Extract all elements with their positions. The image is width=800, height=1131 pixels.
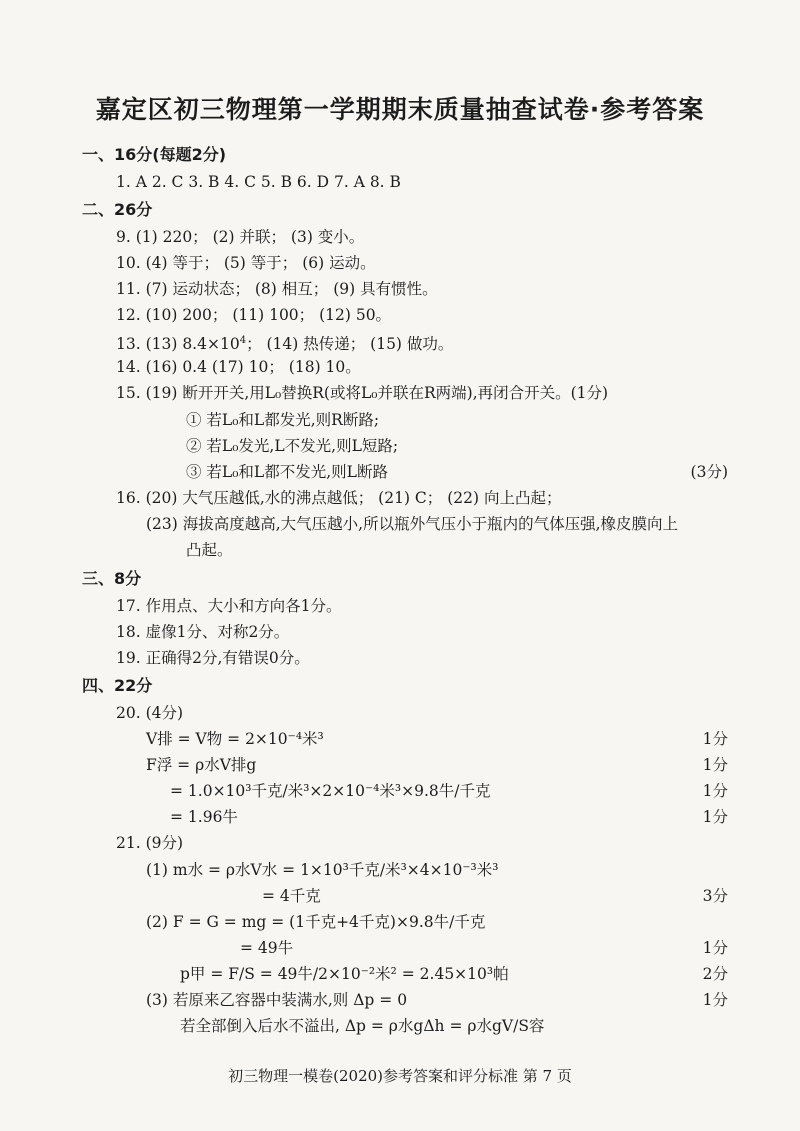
q21-step-7: 若全部倒入后水不溢出, Δp = ρ水gΔh = ρ水gV/S容 [180,1017,545,1035]
section-2-heading: 二、26分 [82,200,153,219]
answer-q13-part-b: ； (14) 热传递； (15) 做功。 [246,335,454,354]
q20-step-4: = 1.96牛 [170,808,238,826]
section-4-heading: 四、22分 [82,676,153,695]
q21-step-4: = 49牛 [240,939,294,957]
answer-q13-part-a: 13. (13) 8.4×10 [116,335,240,354]
q20-step-2: F浮 = ρ水V排g [146,756,257,774]
answer-q10: 10. (4) 等于； (5) 等于； (6) 运动。 [116,254,376,272]
answer-q14: 14. (16) 0.4 (17) 10； (18) 10。 [116,358,361,376]
q21-score-2: 3分 [702,887,728,905]
mc-answers: 1. A 2. C 3. B 4. C 5. B 6. D 7. A 8. B [116,173,401,191]
page-title: 嘉定区初三物理第一学期期末质量抽查试卷·参考答案 [95,95,705,124]
answer-q12: 12. (10) 200； (11) 100； (12) 50。 [116,306,392,324]
q20-score-1: 1分 [702,730,728,748]
answer-q15-case-3: ③ 若L₀和L都不发光,则L断路 [186,463,388,481]
q21-score-5: 2分 [702,965,728,983]
answer-q19: 19. 正确得2分,有错误0分。 [116,649,310,667]
q21-step-1: (1) m水 = ρ水V水 = 1×10³千克/米³×4×10⁻³米³ [146,861,499,879]
answer-q15-case-2: ② 若L₀发光,L不发光,则L短路; [186,437,399,455]
answer-q13-exponent: 4 [239,335,247,346]
q20-score-2: 1分 [702,756,728,774]
answer-q15-case-1: ① 若L₀和L都发光,则R断路; [186,411,380,429]
answer-q17: 17. 作用点、大小和方向各1分。 [116,597,342,615]
q20-step-3: = 1.0×10³千克/米³×2×10⁻⁴米³×9.8牛/千克 [170,782,491,800]
q20-score-4: 1分 [702,808,728,826]
q21-score-6: 1分 [702,991,728,1009]
section-3-heading: 三、8分 [82,569,142,588]
answer-q16-23-line-1: (23) 海拔高度越高,大气压越小,所以瓶外气压小于瓶内的气体压强,橡皮膜向上 [146,515,679,533]
section-1-heading: 一、16分(每题2分) [82,145,227,164]
q21-step-5: p甲 = F/S = 49牛/2×10⁻²米² = 2.45×10³帕 [180,965,509,983]
page-footer: 初三物理一模卷(2020)参考答案和评分标准 第 7 页 [228,1067,572,1085]
answer-q15: 15. (19) 断开开关,用L₀替换R(或将L₀并联在R两端),再闭合开关。(1分) [116,384,609,402]
q21-step-6: (3) 若原来乙容器中装满水,则 Δp = 0 [146,991,408,1009]
q20-score-3: 1分 [702,782,728,800]
q21-step-2: = 4千克 [262,887,321,905]
answer-q20-heading: 20. (4分) [116,704,184,722]
answer-q9: 9. (1) 220； (2) 并联； (3) 变小。 [116,228,365,246]
answer-q15-score: (3分) [690,463,728,481]
q20-step-1: V排 = V物 = 2×10⁻⁴米³ [146,730,324,748]
answer-q11: 11. (7) 运动状态； (8) 相互； (9) 具有惯性。 [116,280,438,298]
answer-q21-heading: 21. (9分) [116,834,184,852]
answer-q18: 18. 虚像1分、对称2分。 [116,623,290,641]
answer-q16-23-line-2: 凸起。 [186,541,233,559]
answer-q16: 16. (20) 大气压越低,水的沸点越低； (21) C； (22) 向上凸起； [116,489,562,507]
q21-step-3: (2) F = G = mg = (1千克+4千克)×9.8牛/千克 [146,913,486,931]
answer-q13 [116,331,453,354]
q21-score-4: 1分 [702,939,728,957]
